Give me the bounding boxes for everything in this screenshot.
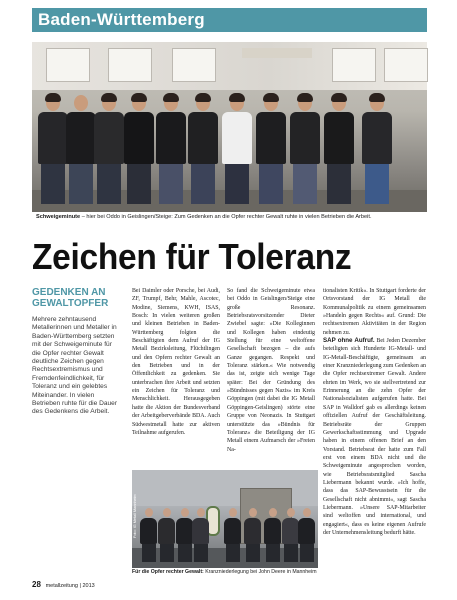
caption-lead: Schweigeminute [36, 214, 81, 220]
photo-caption [36, 214, 426, 224]
photo-credit: Foto: Joachim E. Röttgers [450, 195, 455, 242]
photo-person [222, 95, 252, 204]
body-paragraph: So fand die Schweigeminute etwa bei Oddo in Geislingen/Steige eine große Resonanz. Betriebsratsvorsitzender Dieter Zwiebel sagte: »Die Kolleginnen und Kollegen haben eindeutig Stellung für eine weltoffene Gesellschaft bezogen – die aufs Ganze gegangen. Respekt und Toleranz stärken.« Wie notwendig das ist, zeigte sich wenige Tage später: Bei der Gründung des »Bündnisses gegen Nazis« im Kreis Göppingen (mit dabei die IG Metall Göppingen-Geislingen) störte eine Gruppe von Neonazis. In Stuttgart unterstützte das »Bündnis für Toleranz« die Beteiligung der IG Metall einem Aufmarsch der »Freien Na- [227, 288, 315, 453]
photo-person [158, 508, 175, 562]
photo-person [224, 508, 241, 562]
photo-person [124, 95, 154, 204]
photo-person [324, 95, 354, 204]
photo-window [108, 48, 152, 82]
memorial-photo [132, 470, 318, 568]
caption-text: Kranzniederlegung bei John Deere in Mannheim [203, 569, 317, 575]
photo-person [244, 508, 261, 562]
photo-person [38, 95, 68, 204]
photo-credit: Foto: IG Metall Mannheim [133, 494, 137, 538]
page-number: 28 [32, 580, 41, 589]
photo-person [176, 508, 193, 562]
photo-person [282, 508, 299, 562]
body-paragraph: tionalisten Kritik«. In Stuttgart forderte der Ortsvorstand der IG Metall die Kommunalpolitik zu einem gemeinsamen »Handeln gegen Rechts« auf. Grund: Die rechtsextremen Aktivitäten in der Region nehmen zu. [323, 288, 426, 336]
caption-lead: Für die Opfer rechter Gewalt: [132, 569, 204, 575]
photo-person [156, 95, 186, 204]
body-column-2 [227, 287, 315, 465]
photo-window [172, 48, 216, 82]
photo-person [66, 95, 96, 204]
photo-person [264, 508, 281, 562]
body-column-3 [323, 287, 426, 573]
photo-person [192, 508, 209, 562]
article-headline: Zeichen für Toleranz [32, 236, 352, 277]
rubric-line-2: GEWALTOPFER [32, 298, 109, 309]
photo-person [140, 508, 157, 562]
photo-person [298, 508, 315, 562]
body-paragraph [323, 337, 426, 537]
region-header [32, 8, 427, 32]
photo-person [290, 95, 320, 204]
caption-text: – hier bei Oddo in Geislingen/Steige: Zum Gedenken an die Opfer rechter Gewalt ruhte in vielen Betrieben die Arbeit. [80, 214, 372, 220]
body-text: Bei Jeden Dezember beteiligten sich Hunderte IG-Metall- und IG-Metall-Beschäftigte, gemeinsam an einer Kranzniederlegung zum Gedenken an die Opfer rechtsextremer Gewalt. Andere ehrten im Werk, wo sie stellvertretend zur Erinnerung an die zehn Opfer der Nationalsozialisten aufgerufen hatte. Bei SAP in Walldorf gab es allerdings keinen offiziellen Aufruf der Geschäftsleitung. Betriebsräte der Gruppen Gewerkschaftsstimmung und Upgrade haben in einem offenen Brief an den Vorstand. Betriebsrat der hatte zum Fall erst von einem BDA nicht und die Schweigeminute angesprochen worden, wie Betriebsratsmitglied Sascha Liebermann bekannt wurde. »Ich hoffe, dass das SAP-Bewusstsein für die Gesellschaft nicht abnimmt«, sagt Sascha Liebermann. »Unsere SAP-Mitarbeiter sind weltoffen und international, und engagiert«, dass es keine eigenen Aufrufe der Unternehmensleitung bedurft hätte. [323, 338, 426, 536]
article-rubric [32, 287, 122, 309]
photo-person [256, 95, 286, 204]
photo-person [362, 95, 392, 204]
photo-sign [242, 48, 312, 58]
page-footer [32, 580, 152, 590]
magazine-name: metallzeitung | 2013 [45, 583, 95, 589]
body-column-1 [132, 287, 220, 457]
photo-window [384, 48, 428, 82]
article-lead: Mehrere zehntausend Metallerinnen und Metaller in Baden-Württemberg setzten mit der Schweigeminute für die Opfer rechter Gewalt deutliche Zeichen gegen Rechtsextremismus und Fremdenfeindlichkeit, für Toleranz und ein gelebtes Miteinander. In vielen Betrieben ruhte für die Dauer des Gedenkens die Arbeit. [32, 316, 118, 416]
rubric-line-1: GEDENKEN AN [32, 287, 106, 298]
body-paragraph: Bei Daimler oder Porsche, bei Audi, ZF, Trumpf, Behr, Mahle, Ascotec, Modine, Siemens, KWH, ISAS, Bosch: In vielen weiteren großen und kleinen Betrieben in Baden-Württemberg folgten die Beschäftigten dem Aufruf der IG Metall Bezirksleitung, Flüchtlingen und den Opfern rechter Gewalt an den Betrieben und in der Öffentlichkeit zu gedenken. Sie unterbrachen ihre Arbeit und setzten ein Zeichen für Toleranz und Menschlichkeit. Herausgegeben hatte die Aktion der Bundesverband der Arbeitgeberverbände BDA. Auch Südwestmetall hatte zur aktiven Teilnahme aufgerufen. [132, 288, 220, 436]
photo-person [188, 95, 218, 204]
photo-caption [132, 569, 322, 577]
photo-window [332, 48, 376, 82]
photo-window [46, 48, 90, 82]
region-title: Baden-Württemberg [38, 10, 205, 29]
photo-person [94, 95, 124, 204]
subheading: SAP ohne Aufruf. [323, 337, 375, 345]
